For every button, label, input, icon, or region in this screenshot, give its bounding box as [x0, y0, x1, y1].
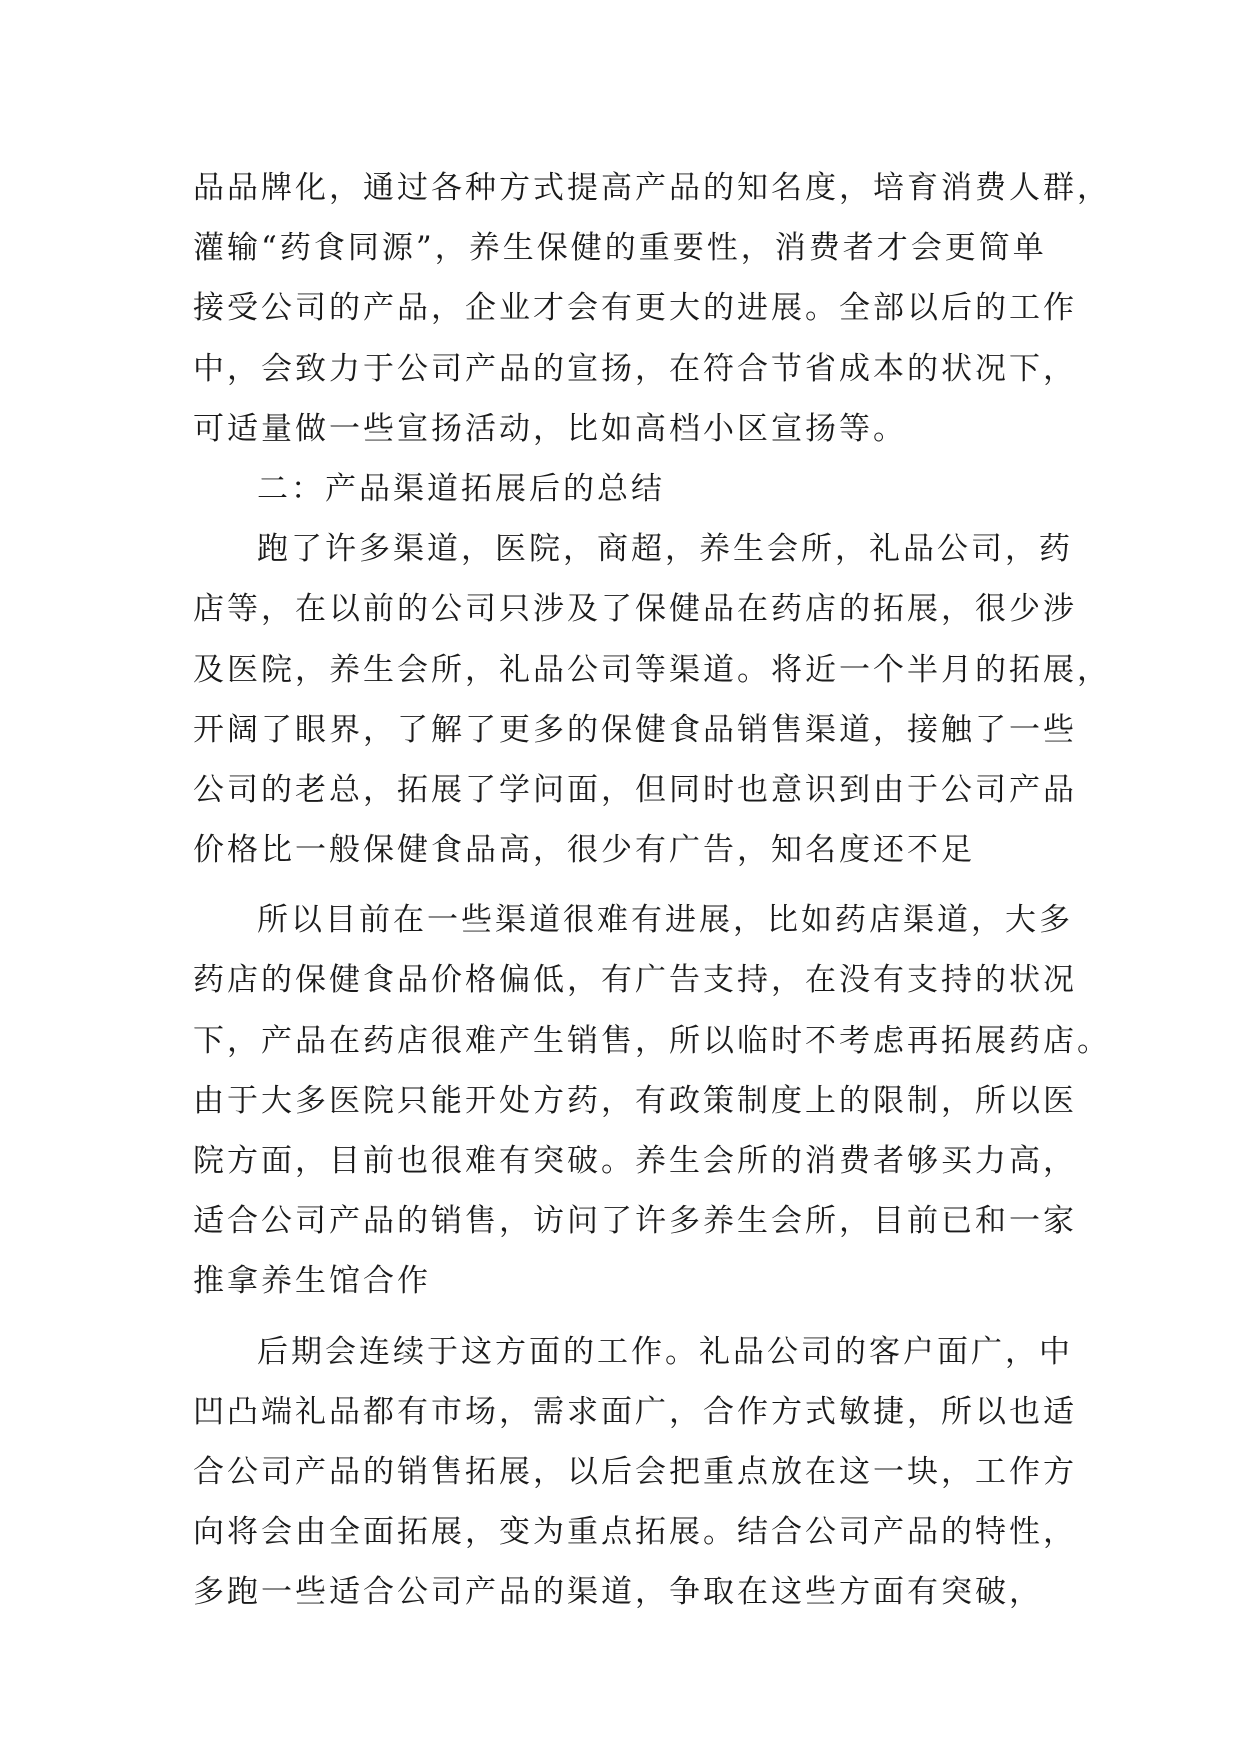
text-line: 合公司产品的销售拓展，以后会把重点放在这一块，工作方 — [193, 1453, 1077, 1490]
text-line: 公司的老总，拓展了学问面，但同时也意识到由于公司产品 — [193, 771, 1077, 808]
text-line: 凹凸端礼品都有市场，需求面广，合作方式敏捷，所以也适 — [193, 1393, 1077, 1430]
text-line: 价格比一般保健食品高，很少有广告，知名度还不足 — [193, 832, 975, 869]
paragraph-4 — [193, 1322, 1077, 1623]
paragraph-1 — [193, 158, 1111, 459]
text-line: 向将会由全面拓展，变为重点拓展。结合公司产品的特性， — [193, 1514, 1077, 1551]
text-line: 跑了许多渠道，医院，商超，养生会所，礼品公司，药 — [257, 531, 1073, 568]
text-line: 灌输“药食同源”，养生保健的重要性，消费者才会更简单 — [193, 230, 1047, 267]
paragraph-3 — [193, 890, 1111, 1311]
document-body — [193, 158, 1111, 1623]
text-line: 品品牌化，通过各种方式提高产品的知名度，培育消费人群， — [193, 170, 1111, 206]
paragraph-2 — [193, 519, 1111, 880]
text-line: 药店的保健食品价格偏低，有广告支持，在没有支持的状况 — [193, 962, 1077, 999]
text-line: 下，产品在药店很难产生销售，所以临时不考虑再拓展药店。 — [193, 1022, 1111, 1059]
text-line: 多跑一些适合公司产品的渠道，争取在这些方面有突破， — [193, 1574, 1043, 1611]
heading-text: 二：产品渠道拓展后的总结 — [257, 470, 665, 507]
text-line: 接受公司的产品，企业才会有更大的进展。全部以后的工作 — [193, 290, 1077, 327]
text-line: 由于大多医院只能开处方药，有政策制度上的限制，所以医 — [193, 1082, 1077, 1119]
text-line: 开阔了眼界，了解了更多的保健食品销售渠道，接触了一些 — [193, 711, 1077, 748]
text-line: 后期会连续于这方面的工作。礼品公司的客户面广，中 — [257, 1333, 1073, 1370]
text-line: 及医院，养生会所，礼品公司等渠道。将近一个半月的拓展， — [193, 651, 1111, 688]
text-line: 所以目前在一些渠道很难有进展，比如药店渠道，大多 — [257, 902, 1073, 939]
paragraph-gap — [193, 1312, 1073, 1322]
text-line: 店等，在以前的公司只涉及了保健品在药店的拓展，很少涉 — [193, 591, 1077, 628]
paragraph-gap — [193, 880, 1073, 890]
text-line: 适合公司产品的销售，访问了许多养生会所，目前已和一家 — [193, 1203, 1077, 1240]
text-line: 可适量做一些宣扬活动，比如高档小区宣扬等。 — [193, 410, 907, 447]
section-heading — [193, 459, 1073, 519]
text-line: 中，会致力于公司产品的宣扬，在符合节省成本的状况下， — [193, 350, 1077, 387]
text-line: 推拿养生馆合作 — [193, 1263, 431, 1300]
text-line: 院方面，目前也很难有突破。养生会所的消费者够买力高， — [193, 1143, 1077, 1179]
